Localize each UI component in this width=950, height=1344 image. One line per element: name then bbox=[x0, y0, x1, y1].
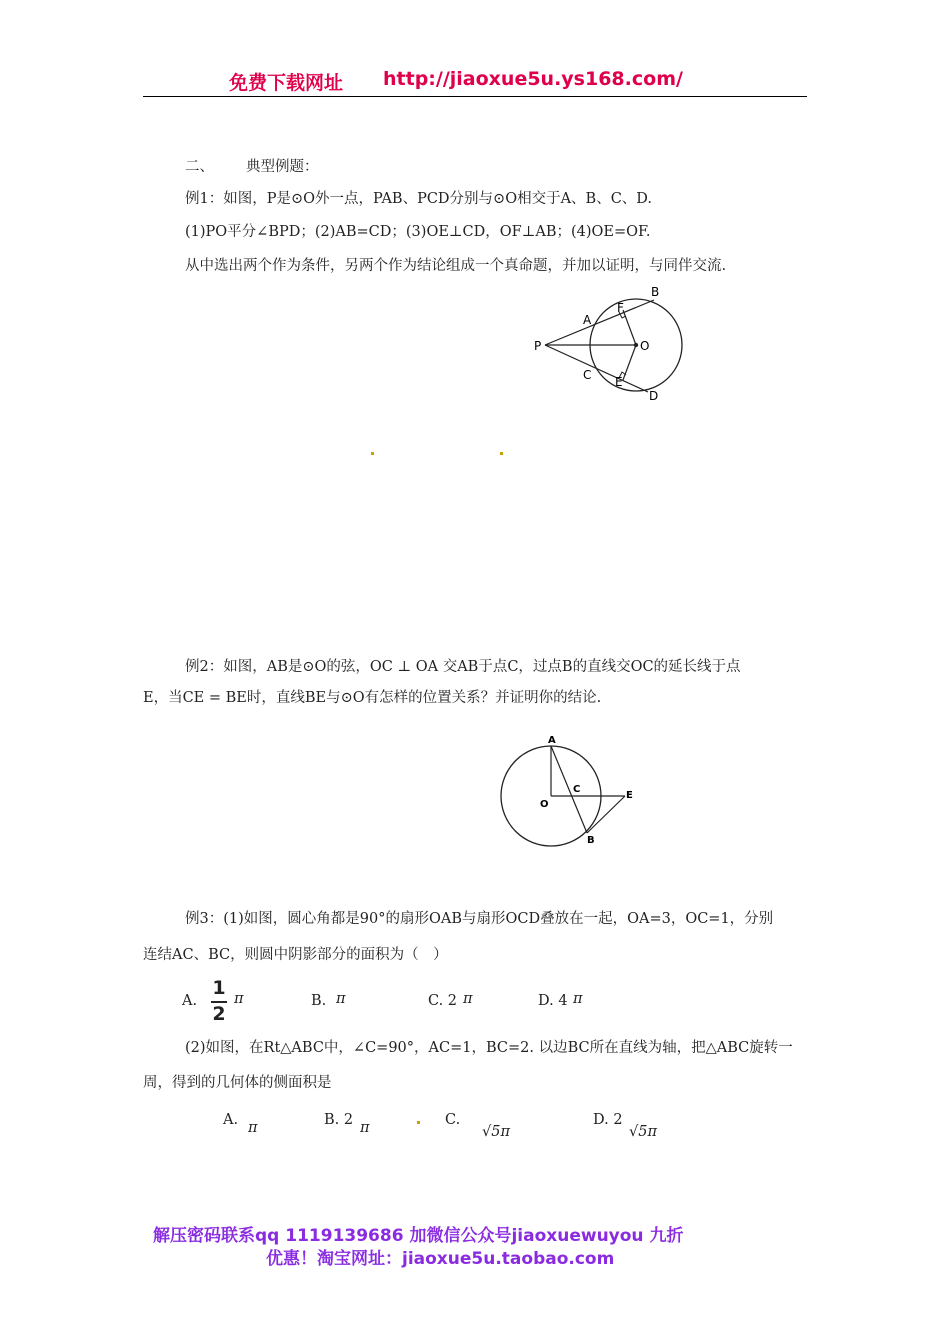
e3-choice-a-label: A. bbox=[182, 993, 198, 1009]
e3-choice-a-pi: π bbox=[234, 991, 244, 1007]
example3-line1: 例3：(1)如图，圆心角都是90°的扇形OAB与扇形OCD叠放在一起，OA=3，OC=1，分别 bbox=[185, 911, 774, 927]
e2-label-e: E bbox=[626, 790, 633, 801]
e2-chord-ab bbox=[551, 746, 587, 833]
e1-secant-pcd bbox=[545, 345, 648, 392]
e1-label-d: D bbox=[649, 389, 659, 403]
e3b-choice-b-label: B. 2 bbox=[324, 1112, 354, 1128]
section-number: 二、 bbox=[185, 159, 214, 175]
e1-secant-pab bbox=[545, 300, 654, 345]
e3-choice-b-label: B. bbox=[311, 993, 327, 1009]
e1-label-e: E bbox=[615, 375, 623, 389]
example2-diagram bbox=[495, 730, 645, 850]
e3-choice-c-label: C. 2 bbox=[428, 993, 458, 1009]
example3-line2: 连结AC、BC，则圆中阴影部分的面积为（ ） bbox=[143, 947, 448, 963]
example2-line2: E，当CE = BE时，直线BE与⊙O有怎样的位置关系？并证明你的结论. bbox=[143, 690, 602, 706]
e2-label-a: A bbox=[548, 735, 556, 746]
e1-label-c: C bbox=[583, 368, 592, 382]
e3-choice-d-label: D. 4 bbox=[538, 993, 568, 1009]
artifact-dot bbox=[417, 1121, 420, 1124]
e2-line-be bbox=[587, 796, 625, 833]
e3b-choice-a-value: π bbox=[248, 1120, 258, 1136]
footer-line1: 解压密码联系qq 1119139686 加微信公众号jiaoxuewuyou 九折 bbox=[153, 1226, 684, 1246]
e3b-choice-d-value: √5π bbox=[629, 1124, 657, 1140]
e2-label-b: B bbox=[587, 835, 595, 846]
e3b-choice-d-label: D. 2 bbox=[593, 1112, 623, 1128]
e3-choice-a-denominator: 2 bbox=[212, 1003, 226, 1025]
example1-line1: 例1：如图，P是⊙O外一点，PAB、PCD分别与⊙O相交于A、B、C、D. bbox=[185, 191, 653, 207]
example3-line3: (2)如图，在Rt△ABC中，∠C=90°，AC=1，BC=2. 以边BC所在直线为轴，把△ABC旋转一 bbox=[185, 1040, 793, 1056]
section-title: 典型例题： bbox=[246, 159, 319, 175]
e1-line-of bbox=[623, 310, 636, 345]
e3b-choice-c-value: √5π bbox=[482, 1124, 510, 1140]
e2-label-c: C bbox=[573, 784, 581, 795]
e3-choice-d-pi: π bbox=[573, 991, 583, 1007]
e3b-choice-b-value: π bbox=[360, 1120, 370, 1136]
footer-line2: 优惠！淘宝网址：jiaoxue5u.taobao.com bbox=[266, 1249, 615, 1269]
e1-label-p: P bbox=[534, 339, 542, 353]
header-url-link[interactable]: http://jiaoxue5u.ys168.com/ bbox=[383, 68, 683, 90]
e3b-choice-c-label: C. bbox=[445, 1112, 461, 1128]
example1-diagram bbox=[520, 280, 700, 410]
e1-label-b: B bbox=[651, 285, 660, 299]
header-free-download: 免费下载网址 bbox=[229, 72, 344, 94]
e1-label-f: F bbox=[617, 301, 624, 315]
artifact-dot bbox=[371, 452, 374, 455]
e3-choice-a-numerator: 1 bbox=[212, 977, 226, 999]
e3b-choice-a-label: A. bbox=[223, 1112, 239, 1128]
example1-line2: (1)PO平分∠BPD；(2)AB=CD；(3)OE⊥CD，OF⊥AB；(4)OE=OF. bbox=[185, 224, 651, 240]
e3-choice-b-value: π bbox=[336, 991, 346, 1007]
e1-label-a: A bbox=[583, 313, 592, 327]
header-divider bbox=[143, 96, 807, 97]
e2-label-o: O bbox=[540, 799, 549, 810]
e1-center-point bbox=[634, 343, 638, 347]
e3-choice-c-pi: π bbox=[463, 991, 473, 1007]
example2-line1: 例2：如图，AB是⊙O的弦，OC ⊥ OA 交AB于点C，过点B的直线交OC的延长线于点 bbox=[185, 659, 741, 675]
example3-line4: 周，得到的几何体的侧面积是 bbox=[143, 1075, 332, 1091]
artifact-dot bbox=[500, 452, 503, 455]
example1-line3: 从中选出两个作为条件，另两个作为结论组成一个真命题，并加以证明，与同伴交流. bbox=[185, 258, 727, 274]
e1-label-o: O bbox=[640, 339, 650, 353]
